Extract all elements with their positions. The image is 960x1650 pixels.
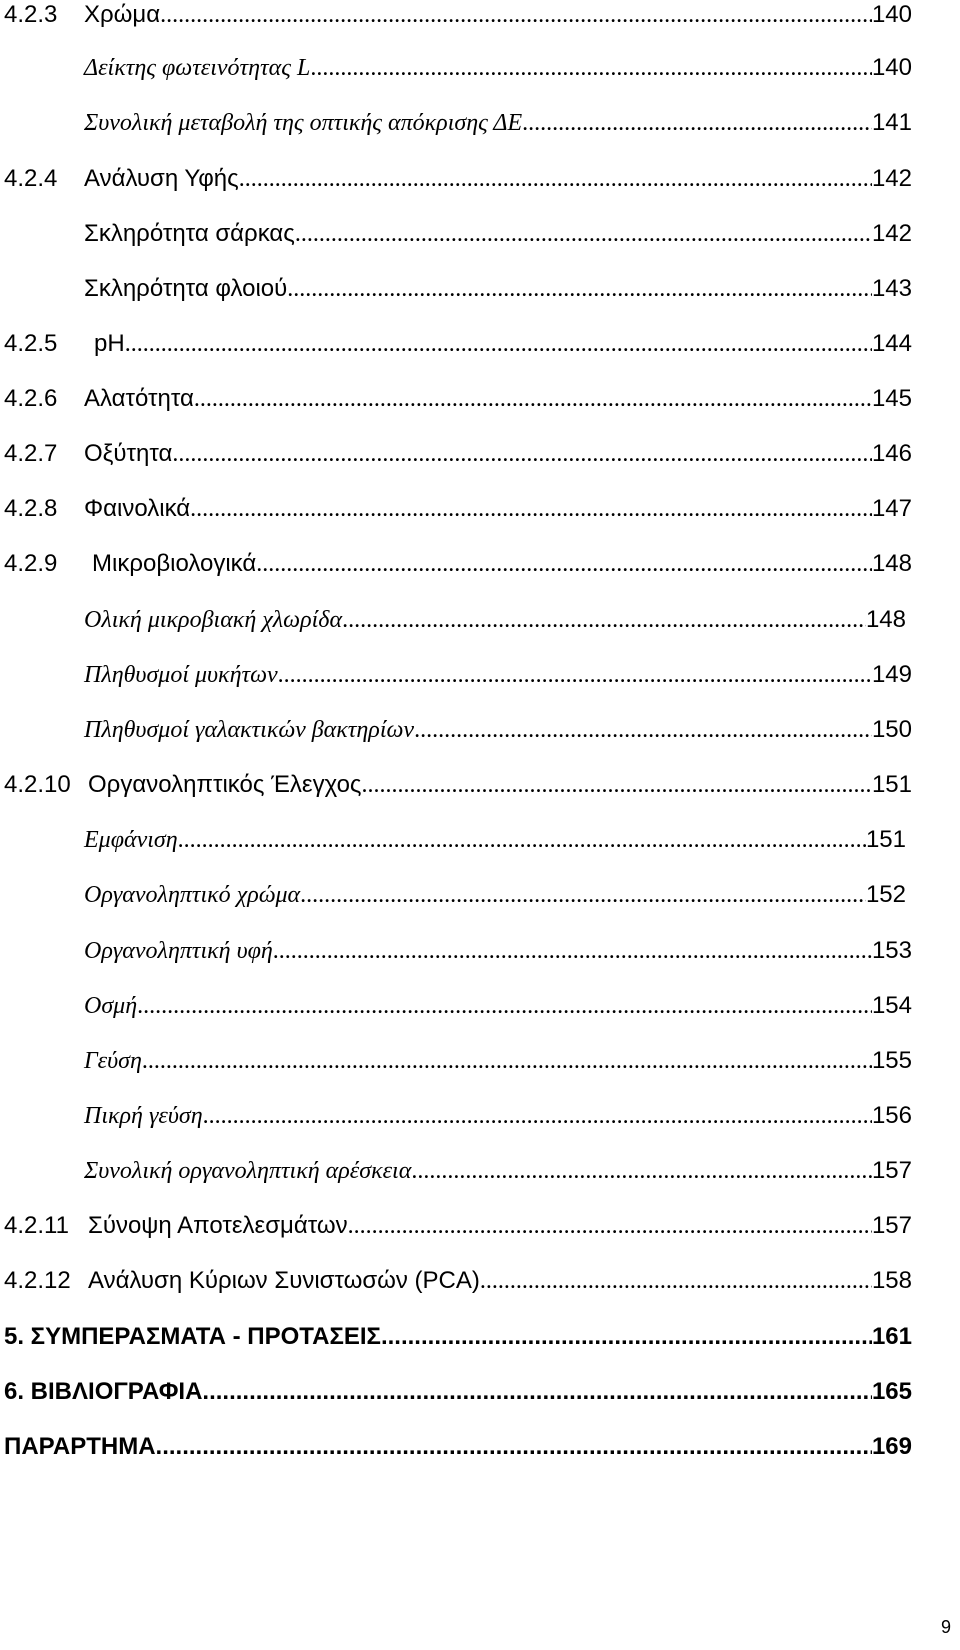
toc-entry-title: Οργανοληπτική υφή	[84, 938, 273, 964]
toc-entry-page: 152	[865, 881, 906, 908]
dot-leader	[202, 1377, 872, 1407]
toc-entry-page: 142	[871, 220, 912, 247]
toc-entry-page: 156	[871, 1102, 912, 1129]
toc-entry-page: 153	[871, 937, 912, 964]
toc-entry-number: 4.2.6	[4, 385, 58, 412]
dot-leader	[295, 219, 872, 249]
page-number: 9	[940, 1617, 951, 1637]
toc-entry-title: Σκληρότητα φλοιού	[84, 275, 288, 302]
toc-entry-brightness-index[interactable]	[84, 53, 912, 83]
toc-entry-total-optical-change[interactable]	[84, 108, 912, 138]
toc-entry-appendix[interactable]	[4, 1432, 912, 1462]
toc-entry-total-microbial-flora[interactable]	[84, 605, 906, 635]
toc-entry-fungal-populations[interactable]	[84, 660, 912, 690]
toc-entry-number: 4.2.12	[4, 1267, 71, 1294]
toc-entry-overall-acceptability[interactable]	[84, 1156, 912, 1186]
toc-entry-number: 4.2.5	[4, 330, 58, 357]
toc-entry-peel-hardness[interactable]	[84, 274, 912, 304]
toc-entry-title: Οργανοληπτικό χρώμα	[84, 882, 301, 908]
toc-entry-flesh-hardness[interactable]	[84, 219, 912, 249]
toc-entry-page: 149	[871, 661, 912, 688]
toc-entry-title: Σύνοψη Αποτελεσμάτων	[88, 1212, 348, 1239]
toc-entry-title: Πληθυσμοί γαλακτικών βακτηρίων	[84, 717, 415, 743]
toc-entry-bitter-taste[interactable]	[84, 1101, 912, 1131]
dot-leader	[381, 1322, 872, 1352]
toc-entry-page: 150	[871, 716, 912, 743]
toc-entry-4-2-5[interactable]	[4, 329, 912, 359]
dot-leader	[172, 439, 872, 469]
toc-entry-sensory-texture[interactable]	[84, 936, 912, 966]
toc-entry-page: 157	[871, 1212, 912, 1239]
toc-entry-title: Οργανοληπτικός Έλεγχος	[88, 771, 362, 798]
toc-entry-chapter-6[interactable]	[4, 1377, 912, 1407]
dot-leader	[300, 880, 866, 910]
dot-leader	[361, 770, 871, 800]
toc-entry-page: 147	[871, 495, 912, 522]
toc-entry-title: Συνολική οργανοληπτική αρέσκεια	[84, 1158, 412, 1184]
toc-entry-page: 143	[871, 275, 912, 302]
toc-entry-title: Οξύτητα	[84, 440, 173, 467]
toc-entry-page: 161	[871, 1323, 912, 1350]
toc-entry-odor[interactable]	[84, 991, 912, 1021]
toc-entry-page: 148	[865, 606, 906, 633]
toc-entry-lactic-bacteria-populations[interactable]	[84, 715, 912, 745]
toc-entry-number: 4.2.7	[4, 440, 58, 467]
toc-entry-title: Ολική μικροβιακή χλωρίδα	[84, 607, 343, 633]
toc-entry-page: 151	[871, 771, 912, 798]
toc-entry-number: 4.2.4	[4, 165, 58, 192]
toc-entry-page: 140	[871, 1, 912, 28]
toc-entry-number: 4.2.9	[4, 550, 58, 577]
toc-entry-4-2-3[interactable]	[4, 0, 912, 30]
toc-entry-page: 141	[871, 109, 912, 136]
toc-entry-4-2-12[interactable]	[4, 1266, 912, 1296]
toc-entry-title: Ανάλυση Κύριων Συνιστωσών (PCA)	[88, 1267, 480, 1294]
dot-leader	[190, 494, 872, 524]
dot-leader	[160, 0, 872, 30]
dot-leader	[480, 1266, 872, 1296]
toc-entry-page: 142	[871, 165, 912, 192]
toc-entry-title: Πικρή γεύση	[84, 1103, 203, 1129]
toc-entry-page: 169	[871, 1433, 912, 1460]
toc-entry-4-2-10[interactable]	[4, 770, 912, 800]
dot-leader	[194, 384, 872, 414]
toc-entry-page: 144	[871, 330, 912, 357]
toc-entry-title: Γεύση	[84, 1048, 142, 1074]
dot-leader	[256, 549, 872, 579]
dot-leader	[348, 1211, 872, 1241]
dot-leader	[178, 825, 866, 855]
dot-leader	[522, 108, 872, 138]
toc-entry-4-2-6[interactable]	[4, 384, 912, 414]
toc-entry-number: 4.2.11	[4, 1212, 69, 1239]
toc-entry-page: 165	[871, 1378, 912, 1405]
dot-leader	[411, 1156, 872, 1186]
dot-leader	[273, 936, 872, 966]
toc-entry-title: Φαινολικά	[84, 495, 191, 522]
toc-entry-4-2-9[interactable]	[4, 549, 912, 579]
dot-leader	[342, 605, 866, 635]
toc-entry-taste[interactable]	[84, 1046, 912, 1076]
dot-leader	[310, 53, 872, 83]
toc-entry-page: 154	[871, 992, 912, 1019]
toc-entry-title: Σκληρότητα σάρκας	[84, 220, 295, 247]
dot-leader	[142, 1046, 872, 1076]
toc-entry-number: 4.2.3	[4, 1, 58, 28]
toc-entry-page: 148	[871, 550, 912, 577]
dot-leader	[125, 329, 872, 359]
dot-leader	[414, 715, 872, 745]
toc-entry-title: 6. ΒΙΒΛΙΟΓΡΑΦΙΑ	[4, 1378, 203, 1405]
toc-entry-title: Συνολική μεταβολή της οπτικής απόκρισης ΔΕ	[84, 110, 523, 136]
dot-leader	[203, 1101, 872, 1131]
toc-entry-chapter-5[interactable]	[4, 1322, 912, 1352]
toc-entry-title: Πληθυσμοί μυκήτων	[84, 662, 278, 688]
toc-entry-page: 140	[871, 54, 912, 81]
toc-entry-4-2-11[interactable]	[4, 1211, 912, 1241]
toc-entry-appearance[interactable]	[84, 825, 906, 855]
toc-entry-number: 4.2.8	[4, 495, 58, 522]
toc-entry-4-2-4[interactable]	[4, 164, 912, 194]
dot-leader	[137, 991, 872, 1021]
toc-entry-page: 158	[871, 1267, 912, 1294]
toc-entry-title: Εμφάνιση	[84, 827, 178, 853]
toc-entry-title: Δείκτης φωτεινότητας L	[84, 55, 311, 81]
dot-leader	[287, 274, 872, 304]
toc-entry-page: 157	[871, 1157, 912, 1184]
toc-entry-title: 5. ΣΥΜΠΕΡΑΣΜΑΤΑ - ΠΡΟΤΑΣΕΙΣ	[4, 1323, 381, 1350]
dot-leader	[156, 1432, 872, 1462]
toc-entry-title: Ανάλυση Υφής	[84, 165, 239, 192]
dot-leader	[278, 660, 872, 690]
toc-entry-title: ΠΑΡΑΡΤΗΜΑ	[4, 1433, 156, 1460]
toc-entry-4-2-8[interactable]	[4, 494, 912, 524]
toc-entry-title: Χρώμα	[84, 1, 161, 28]
toc-entry-page: 145	[871, 385, 912, 412]
toc-entry-page: 146	[871, 440, 912, 467]
toc-entry-title: pH	[94, 330, 125, 357]
toc-entry-page: 151	[865, 826, 906, 853]
toc-entry-page: 155	[871, 1047, 912, 1074]
toc-entry-title: Μικροβιολογικά	[92, 550, 257, 577]
dot-leader	[239, 164, 872, 194]
toc-entry-title: Αλατότητα	[84, 385, 194, 412]
toc-entry-sensory-color[interactable]	[84, 880, 906, 910]
toc-entry-title: Οσμή	[84, 993, 138, 1019]
toc-entry-4-2-7[interactable]	[4, 439, 912, 469]
toc-entry-number: 4.2.10	[4, 771, 71, 798]
